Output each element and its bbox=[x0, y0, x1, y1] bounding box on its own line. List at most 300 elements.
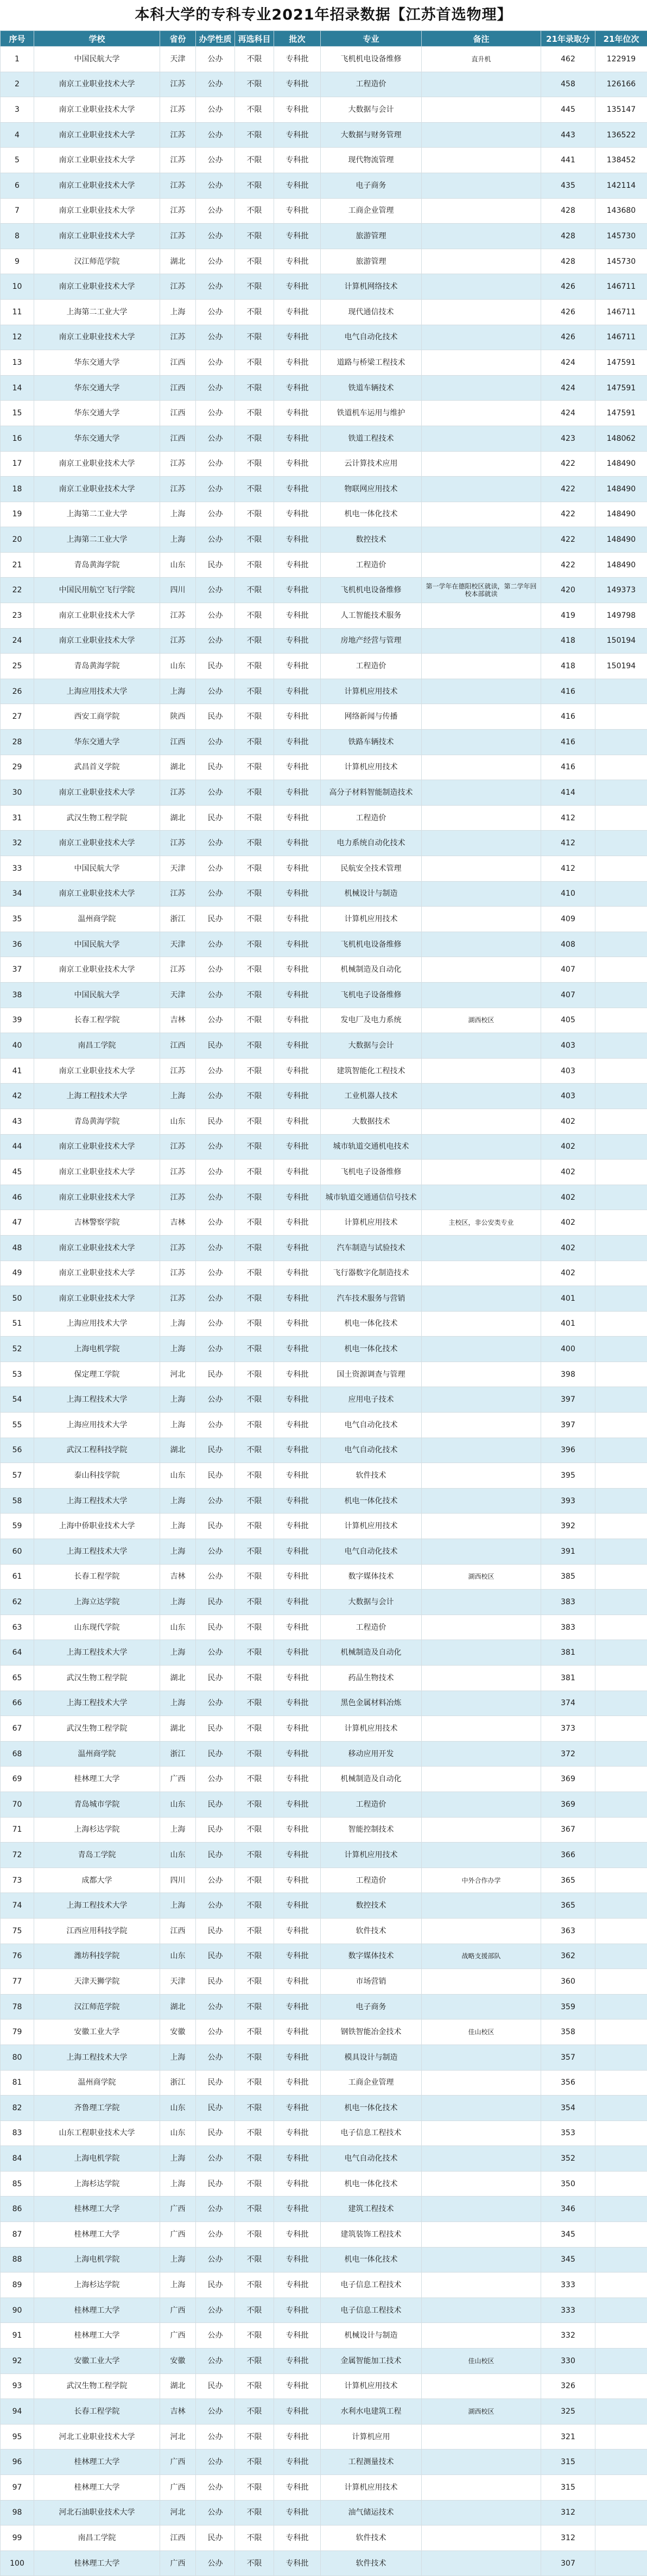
cell-elective-subject: 不限 bbox=[235, 1084, 274, 1109]
cell-elective-subject: 不限 bbox=[235, 881, 274, 907]
cell-index: 1 bbox=[1, 47, 34, 72]
cell-elective-subject: 不限 bbox=[235, 2273, 274, 2298]
cell-elective-subject: 不限 bbox=[235, 2247, 274, 2273]
cell-ownership: 公办 bbox=[196, 831, 235, 856]
cell-batch: 专科批 bbox=[274, 1994, 321, 2020]
cell-school: 江西应用科技学院 bbox=[34, 1918, 160, 1944]
table-row bbox=[1, 1387, 647, 1413]
cell-remark bbox=[422, 1666, 541, 1691]
cell-province: 江苏 bbox=[160, 1286, 196, 1312]
cell-batch: 专科批 bbox=[274, 198, 321, 224]
cell-score: 412 bbox=[541, 831, 595, 856]
cell-batch: 专科批 bbox=[274, 1843, 321, 1868]
cell-index: 90 bbox=[1, 2297, 34, 2323]
cell-major: 城市轨道交通通信信号技术 bbox=[321, 1185, 422, 1210]
cell-rank bbox=[595, 2550, 647, 2576]
cell-rank bbox=[595, 1008, 647, 1033]
table-row bbox=[1, 1691, 647, 1716]
cell-index: 69 bbox=[1, 1767, 34, 1792]
cell-province: 江苏 bbox=[160, 628, 196, 654]
cell-batch: 专科批 bbox=[274, 1337, 321, 1362]
table-row bbox=[1, 1564, 647, 1590]
table-row bbox=[1, 1413, 647, 1438]
cell-batch: 专科批 bbox=[274, 2273, 321, 2298]
cell-score: 345 bbox=[541, 2247, 595, 2273]
cell-score: 325 bbox=[541, 2399, 595, 2425]
cell-elective-subject: 不限 bbox=[235, 2399, 274, 2425]
cell-remark bbox=[422, 1817, 541, 1843]
cell-major: 电力系统自动化技术 bbox=[321, 831, 422, 856]
cell-batch: 专科批 bbox=[274, 1488, 321, 1514]
cell-major: 计算机应用技术 bbox=[321, 907, 422, 932]
cell-major: 铁路车辆技术 bbox=[321, 730, 422, 755]
cell-index: 86 bbox=[1, 2197, 34, 2222]
cell-rank bbox=[595, 2374, 647, 2399]
cell-ownership: 公办 bbox=[196, 477, 235, 502]
cell-index: 36 bbox=[1, 932, 34, 957]
cell-batch: 专科批 bbox=[274, 299, 321, 325]
cell-province: 江苏 bbox=[160, 1160, 196, 1185]
cell-index: 63 bbox=[1, 1615, 34, 1640]
cell-score: 385 bbox=[541, 1564, 595, 1590]
cell-ownership: 公办 bbox=[196, 1311, 235, 1337]
cell-rank bbox=[595, 730, 647, 755]
cell-school: 南京工业职业技术大学 bbox=[34, 198, 160, 224]
cell-elective-subject: 不限 bbox=[235, 552, 274, 578]
cell-school: 武汉生物工程学院 bbox=[34, 1716, 160, 1742]
cell-province: 江苏 bbox=[160, 780, 196, 806]
cell-batch: 专科批 bbox=[274, 1286, 321, 1312]
cell-major: 数控技术 bbox=[321, 1893, 422, 1919]
cell-province: 湖北 bbox=[160, 755, 196, 780]
cell-school: 华东交通大学 bbox=[34, 401, 160, 426]
cell-school: 成都大学 bbox=[34, 1868, 160, 1893]
cell-remark bbox=[422, 1615, 541, 1640]
cell-remark: 直升机 bbox=[422, 47, 541, 72]
cell-remark bbox=[422, 982, 541, 1008]
cell-score: 333 bbox=[541, 2297, 595, 2323]
cell-rank bbox=[595, 1893, 647, 1919]
cell-batch: 专科批 bbox=[274, 654, 321, 679]
cell-elective-subject: 不限 bbox=[235, 2070, 274, 2096]
cell-remark bbox=[422, 2424, 541, 2450]
cell-remark bbox=[422, 1235, 541, 1261]
cell-ownership: 公办 bbox=[196, 198, 235, 224]
cell-major: 现代物流管理 bbox=[321, 148, 422, 173]
cell-rank bbox=[595, 1514, 647, 1539]
cell-batch: 专科批 bbox=[274, 957, 321, 983]
cell-province: 上海 bbox=[160, 1817, 196, 1843]
cell-major: 飞机电子设备维修 bbox=[321, 982, 422, 1008]
cell-index: 99 bbox=[1, 2526, 34, 2551]
cell-remark bbox=[422, 552, 541, 578]
cell-ownership: 公办 bbox=[196, 856, 235, 882]
cell-ownership: 公办 bbox=[196, 1413, 235, 1438]
table-row bbox=[1, 1210, 647, 1236]
cell-remark bbox=[422, 1969, 541, 1995]
cell-school: 南京工业职业技术大学 bbox=[34, 780, 160, 806]
cell-school: 华东交通大学 bbox=[34, 350, 160, 376]
cell-ownership: 民办 bbox=[196, 654, 235, 679]
cell-school: 南京工业职业技术大学 bbox=[34, 1134, 160, 1160]
cell-school: 南京工业职业技术大学 bbox=[34, 173, 160, 198]
cell-score: 352 bbox=[541, 2146, 595, 2172]
cell-remark bbox=[422, 401, 541, 426]
cell-rank bbox=[595, 831, 647, 856]
cell-remark bbox=[422, 704, 541, 730]
cell-ownership: 公办 bbox=[196, 1185, 235, 1210]
table-row bbox=[1, 2424, 647, 2450]
cell-rank bbox=[595, 1235, 647, 1261]
cell-batch: 专科批 bbox=[274, 1033, 321, 1059]
table-row bbox=[1, 1843, 647, 1868]
cell-school: 南京工业职业技术大学 bbox=[34, 957, 160, 983]
table-row bbox=[1, 2526, 647, 2551]
cell-province: 上海 bbox=[160, 1590, 196, 1615]
cell-major: 民航安全技术管理 bbox=[321, 856, 422, 882]
cell-ownership: 民办 bbox=[196, 1843, 235, 1868]
cell-province: 湖北 bbox=[160, 1666, 196, 1691]
cell-remark bbox=[422, 1160, 541, 1185]
cell-ownership: 公办 bbox=[196, 1767, 235, 1792]
cell-rank bbox=[595, 2323, 647, 2349]
cell-batch: 专科批 bbox=[274, 224, 321, 249]
cell-province: 广西 bbox=[160, 2197, 196, 2222]
header-major: 专业 bbox=[321, 31, 422, 47]
cell-batch: 专科批 bbox=[274, 1160, 321, 1185]
cell-rank: 148490 bbox=[595, 477, 647, 502]
cell-score: 418 bbox=[541, 628, 595, 654]
cell-score: 392 bbox=[541, 1514, 595, 1539]
table-row bbox=[1, 755, 647, 780]
cell-rank bbox=[595, 2070, 647, 2096]
cell-ownership: 民办 bbox=[196, 755, 235, 780]
cell-score: 312 bbox=[541, 2500, 595, 2526]
cell-remark bbox=[422, 274, 541, 300]
cell-province: 广西 bbox=[160, 2550, 196, 2576]
cell-batch: 专科批 bbox=[274, 1741, 321, 1767]
cell-remark bbox=[422, 198, 541, 224]
cell-remark bbox=[422, 2096, 541, 2121]
cell-batch: 专科批 bbox=[274, 527, 321, 553]
cell-province: 上海 bbox=[160, 1640, 196, 1666]
cell-ownership: 公办 bbox=[196, 2475, 235, 2501]
cell-ownership: 公办 bbox=[196, 1058, 235, 1084]
cell-rank bbox=[595, 1160, 647, 1185]
cell-rank bbox=[595, 1691, 647, 1716]
cell-elective-subject: 不限 bbox=[235, 477, 274, 502]
cell-score: 391 bbox=[541, 1539, 595, 1565]
cell-rank bbox=[595, 2526, 647, 2551]
cell-index: 39 bbox=[1, 1008, 34, 1033]
cell-remark bbox=[422, 1691, 541, 1716]
cell-score: 418 bbox=[541, 654, 595, 679]
cell-batch: 专科批 bbox=[274, 1640, 321, 1666]
cell-province: 湖北 bbox=[160, 805, 196, 831]
cell-major: 计算机应用技术 bbox=[321, 1716, 422, 1742]
header-ownership: 办学性质 bbox=[196, 31, 235, 47]
cell-batch: 专科批 bbox=[274, 1868, 321, 1893]
cell-batch: 专科批 bbox=[274, 2450, 321, 2475]
cell-province: 江苏 bbox=[160, 325, 196, 350]
cell-remark bbox=[422, 249, 541, 274]
cell-province: 四川 bbox=[160, 1868, 196, 1893]
cell-score: 369 bbox=[541, 1792, 595, 1817]
cell-score: 416 bbox=[541, 730, 595, 755]
cell-school: 中国民航大学 bbox=[34, 932, 160, 957]
cell-major: 电子信息工程技术 bbox=[321, 2273, 422, 2298]
cell-elective-subject: 不限 bbox=[235, 451, 274, 477]
cell-remark bbox=[422, 1994, 541, 2020]
cell-province: 上海 bbox=[160, 1893, 196, 1919]
cell-elective-subject: 不限 bbox=[235, 1969, 274, 1995]
cell-rank bbox=[595, 1413, 647, 1438]
cell-batch: 专科批 bbox=[274, 502, 321, 527]
cell-index: 96 bbox=[1, 2450, 34, 2475]
cell-province: 河北 bbox=[160, 2500, 196, 2526]
cell-score: 422 bbox=[541, 502, 595, 527]
cell-rank: 135147 bbox=[595, 97, 647, 123]
cell-major: 数字媒体技术 bbox=[321, 1564, 422, 1590]
table-row bbox=[1, 2121, 647, 2146]
cell-index: 65 bbox=[1, 1666, 34, 1691]
cell-major: 计算机应用技术 bbox=[321, 679, 422, 704]
cell-province: 山东 bbox=[160, 1944, 196, 1969]
cell-school: 南京工业职业技术大学 bbox=[34, 477, 160, 502]
cell-rank bbox=[595, 2020, 647, 2045]
cell-rank bbox=[595, 1261, 647, 1286]
cell-elective-subject: 不限 bbox=[235, 375, 274, 401]
cell-school: 武汉工程科技学院 bbox=[34, 1438, 160, 1463]
cell-score: 443 bbox=[541, 122, 595, 148]
header-index: 序号 bbox=[1, 31, 34, 47]
cell-score: 345 bbox=[541, 2222, 595, 2248]
table-row bbox=[1, 1185, 647, 1210]
cell-elective-subject: 不限 bbox=[235, 1160, 274, 1185]
cell-school: 山东现代学院 bbox=[34, 1615, 160, 1640]
cell-school: 桂林理工大学 bbox=[34, 1767, 160, 1792]
cell-major: 工程造价 bbox=[321, 654, 422, 679]
cell-major: 电气自动化技术 bbox=[321, 325, 422, 350]
cell-remark bbox=[422, 1539, 541, 1565]
cell-ownership: 公办 bbox=[196, 932, 235, 957]
table-row bbox=[1, 2197, 647, 2222]
cell-major: 水利水电建筑工程 bbox=[321, 2399, 422, 2425]
cell-school: 上海第二工业大学 bbox=[34, 299, 160, 325]
cell-rank bbox=[595, 1767, 647, 1792]
cell-province: 江苏 bbox=[160, 72, 196, 97]
cell-elective-subject: 不限 bbox=[235, 679, 274, 704]
cell-elective-subject: 不限 bbox=[235, 1590, 274, 1615]
cell-rank: 122919 bbox=[595, 47, 647, 72]
cell-score: 412 bbox=[541, 856, 595, 882]
cell-province: 江西 bbox=[160, 2526, 196, 2551]
table-row bbox=[1, 780, 647, 806]
cell-province: 天津 bbox=[160, 856, 196, 882]
cell-remark: 湖西校区 bbox=[422, 1008, 541, 1033]
cell-elective-subject: 不限 bbox=[235, 907, 274, 932]
cell-rank bbox=[595, 2475, 647, 2501]
cell-elective-subject: 不限 bbox=[235, 1134, 274, 1160]
cell-province: 安徽 bbox=[160, 2349, 196, 2374]
cell-remark bbox=[422, 628, 541, 654]
cell-major: 电子信息工程技术 bbox=[321, 2297, 422, 2323]
cell-remark bbox=[422, 1918, 541, 1944]
table-row bbox=[1, 1666, 647, 1691]
cell-province: 广西 bbox=[160, 2323, 196, 2349]
cell-province: 上海 bbox=[160, 1311, 196, 1337]
cell-score: 403 bbox=[541, 1084, 595, 1109]
cell-batch: 专科批 bbox=[274, 2121, 321, 2146]
cell-province: 浙江 bbox=[160, 907, 196, 932]
cell-school: 桂林理工大学 bbox=[34, 2222, 160, 2248]
cell-elective-subject: 不限 bbox=[235, 780, 274, 806]
cell-batch: 专科批 bbox=[274, 426, 321, 451]
cell-index: 68 bbox=[1, 1741, 34, 1767]
cell-index: 76 bbox=[1, 1944, 34, 1969]
cell-elective-subject: 不限 bbox=[235, 1817, 274, 1843]
cell-rank bbox=[595, 1084, 647, 1109]
cell-score: 445 bbox=[541, 97, 595, 123]
table-row bbox=[1, 1362, 647, 1387]
cell-rank bbox=[595, 2171, 647, 2197]
cell-remark bbox=[422, 1311, 541, 1337]
cell-school: 上海应用技术大学 bbox=[34, 679, 160, 704]
cell-remark bbox=[422, 1767, 541, 1792]
table-row bbox=[1, 1716, 647, 1742]
cell-remark: 佳山校区 bbox=[422, 2020, 541, 2045]
cell-school: 上海工程技术大学 bbox=[34, 1488, 160, 1514]
cell-province: 广西 bbox=[160, 2297, 196, 2323]
cell-major: 工商企业管理 bbox=[321, 2070, 422, 2096]
cell-remark bbox=[422, 1084, 541, 1109]
cell-elective-subject: 不限 bbox=[235, 628, 274, 654]
cell-major: 建筑工程技术 bbox=[321, 2197, 422, 2222]
cell-rank bbox=[595, 1741, 647, 1767]
cell-remark bbox=[422, 1716, 541, 1742]
cell-batch: 专科批 bbox=[274, 401, 321, 426]
cell-elective-subject: 不限 bbox=[235, 1008, 274, 1033]
cell-elective-subject: 不限 bbox=[235, 1994, 274, 2020]
cell-score: 359 bbox=[541, 1994, 595, 2020]
cell-score: 396 bbox=[541, 1438, 595, 1463]
cell-elective-subject: 不限 bbox=[235, 1463, 274, 1489]
cell-index: 48 bbox=[1, 1235, 34, 1261]
cell-score: 357 bbox=[541, 2045, 595, 2070]
cell-major: 工程造价 bbox=[321, 1792, 422, 1817]
cell-index: 77 bbox=[1, 1969, 34, 1995]
cell-batch: 专科批 bbox=[274, 1918, 321, 1944]
cell-batch: 专科批 bbox=[274, 1691, 321, 1716]
cell-school: 南京工业职业技术大学 bbox=[34, 603, 160, 629]
cell-index: 19 bbox=[1, 502, 34, 527]
cell-score: 332 bbox=[541, 2323, 595, 2349]
cell-ownership: 民办 bbox=[196, 704, 235, 730]
cell-index: 95 bbox=[1, 2424, 34, 2450]
cell-province: 上海 bbox=[160, 502, 196, 527]
cell-major: 人工智能技术服务 bbox=[321, 603, 422, 629]
table-row bbox=[1, 477, 647, 502]
cell-batch: 专科批 bbox=[274, 1058, 321, 1084]
cell-ownership: 民办 bbox=[196, 1033, 235, 1059]
cell-school: 华东交通大学 bbox=[34, 375, 160, 401]
cell-batch: 专科批 bbox=[274, 2424, 321, 2450]
cell-school: 南京工业职业技术大学 bbox=[34, 1160, 160, 1185]
cell-score: 423 bbox=[541, 426, 595, 451]
cell-index: 25 bbox=[1, 654, 34, 679]
cell-major: 计算机应用技术 bbox=[321, 2374, 422, 2399]
cell-province: 上海 bbox=[160, 679, 196, 704]
cell-rank bbox=[595, 2424, 647, 2450]
cell-elective-subject: 不限 bbox=[235, 224, 274, 249]
cell-batch: 专科批 bbox=[274, 1109, 321, 1134]
cell-elective-subject: 不限 bbox=[235, 1716, 274, 1742]
cell-elective-subject: 不限 bbox=[235, 2526, 274, 2551]
cell-index: 34 bbox=[1, 881, 34, 907]
cell-ownership: 民办 bbox=[196, 1463, 235, 1489]
header-rank-2021: 21年位次 bbox=[595, 31, 647, 47]
cell-ownership: 民办 bbox=[196, 2273, 235, 2298]
cell-index: 62 bbox=[1, 1590, 34, 1615]
cell-school: 桂林理工大学 bbox=[34, 2323, 160, 2349]
cell-province: 上海 bbox=[160, 1337, 196, 1362]
cell-major: 现代通信技术 bbox=[321, 299, 422, 325]
cell-major: 飞行器数字化制造技术 bbox=[321, 1261, 422, 1286]
cell-batch: 专科批 bbox=[274, 2526, 321, 2551]
cell-major: 工商企业管理 bbox=[321, 198, 422, 224]
cell-batch: 专科批 bbox=[274, 1944, 321, 1969]
cell-rank: 145730 bbox=[595, 224, 647, 249]
cell-school: 中国民航大学 bbox=[34, 856, 160, 882]
cell-rank bbox=[595, 1944, 647, 1969]
cell-rank bbox=[595, 982, 647, 1008]
cell-school: 南京工业职业技术大学 bbox=[34, 881, 160, 907]
table-row bbox=[1, 578, 647, 603]
cell-index: 4 bbox=[1, 122, 34, 148]
cell-remark bbox=[422, 881, 541, 907]
cell-elective-subject: 不限 bbox=[235, 97, 274, 123]
cell-province: 江西 bbox=[160, 350, 196, 376]
cell-index: 91 bbox=[1, 2323, 34, 2349]
cell-batch: 专科批 bbox=[274, 1387, 321, 1413]
cell-school: 齐鲁理工学院 bbox=[34, 2096, 160, 2121]
cell-rank bbox=[595, 1058, 647, 1084]
cell-rank bbox=[595, 1666, 647, 1691]
cell-remark: 战略支援部队 bbox=[422, 1944, 541, 1969]
cell-ownership: 公办 bbox=[196, 1488, 235, 1514]
table-row bbox=[1, 1311, 647, 1337]
cell-elective-subject: 不限 bbox=[235, 2222, 274, 2248]
cell-ownership: 公办 bbox=[196, 274, 235, 300]
cell-rank: 146711 bbox=[595, 274, 647, 300]
cell-index: 80 bbox=[1, 2045, 34, 2070]
cell-rank: 142114 bbox=[595, 173, 647, 198]
cell-score: 333 bbox=[541, 2273, 595, 2298]
cell-index: 71 bbox=[1, 1817, 34, 1843]
cell-school: 南京工业职业技术大学 bbox=[34, 274, 160, 300]
cell-school: 安徽工业大学 bbox=[34, 2020, 160, 2045]
cell-index: 87 bbox=[1, 2222, 34, 2248]
cell-index: 16 bbox=[1, 426, 34, 451]
cell-batch: 专科批 bbox=[274, 831, 321, 856]
cell-school: 南京工业职业技术大学 bbox=[34, 1185, 160, 1210]
cell-index: 14 bbox=[1, 375, 34, 401]
cell-batch: 专科批 bbox=[274, 2349, 321, 2374]
table-row bbox=[1, 2247, 647, 2273]
cell-remark bbox=[422, 1640, 541, 1666]
cell-school: 长春工程学院 bbox=[34, 2399, 160, 2425]
cell-remark bbox=[422, 1413, 541, 1438]
